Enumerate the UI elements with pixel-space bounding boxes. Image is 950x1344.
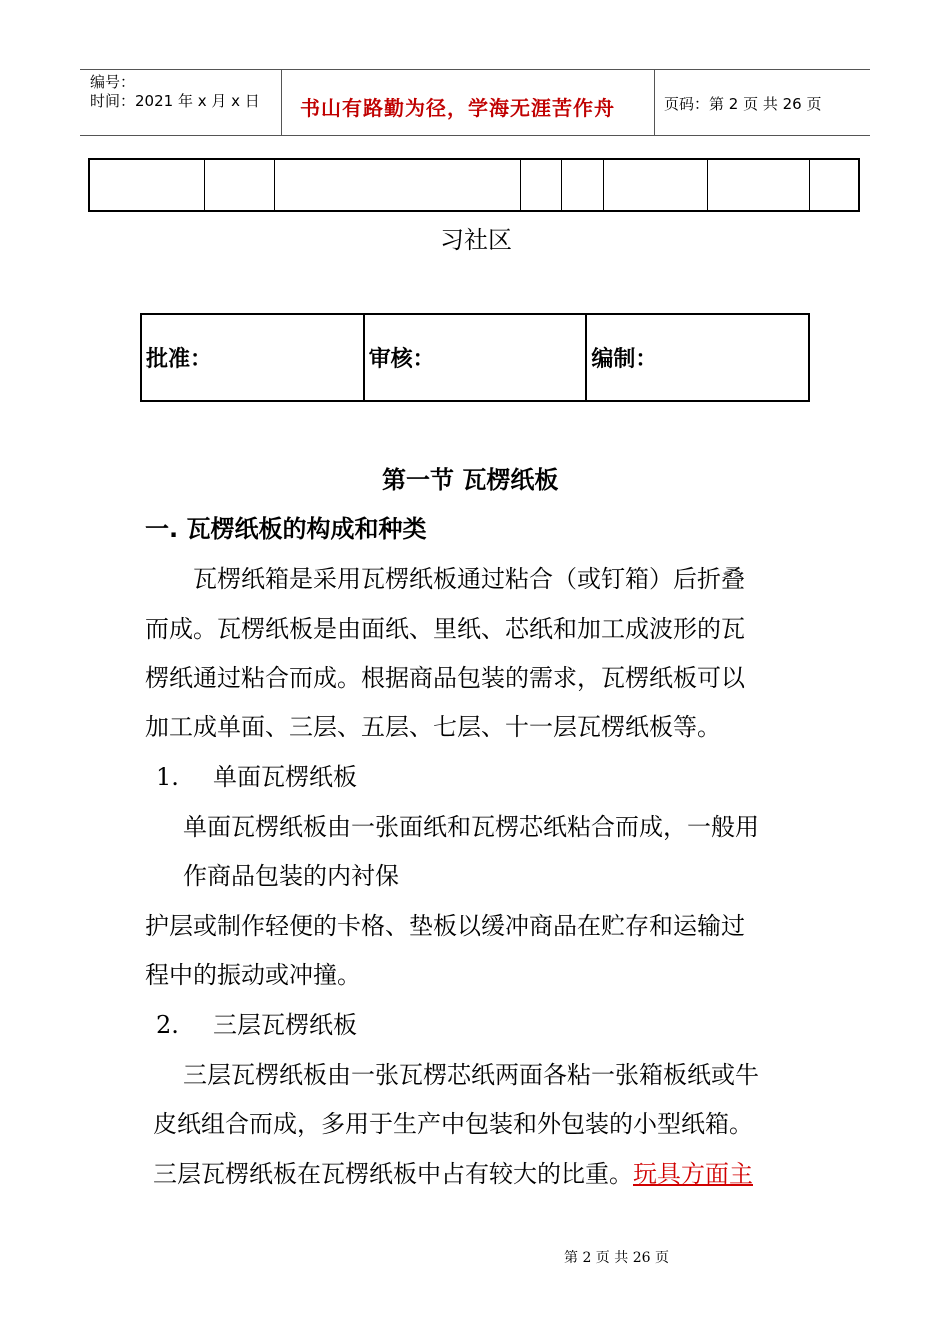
table-column-divider [561,160,562,210]
table-column-divider [603,160,604,210]
header-divider-right [654,69,655,136]
review-cell [365,315,588,400]
paragraph-line: 加工成单面、三层、五层、七层、十一层瓦楞纸板等。 [145,713,721,741]
list-title: 单面瓦楞纸板 [213,763,357,791]
table-column-divider [520,160,521,210]
section-title: 第一节 瓦楞纸板 [382,466,559,494]
header-bottom-rule [80,135,870,136]
empty-table [88,158,860,212]
table-column-divider [809,160,810,210]
header-page-label: 页码：第 2 页 共 26 页 [664,95,822,113]
community-text: 习社区 [440,226,512,254]
doc-number-label: 编号： [90,73,136,91]
approve-cell [142,315,365,400]
header-divider-left [281,69,282,136]
review-label: 审核： [368,347,435,372]
inline-link[interactable]: 玩具方面主 [633,1160,753,1188]
paragraph-line: 护层或制作轻便的卡格、垫板以缓冲商品在贮存和运输过 [145,912,745,940]
paragraph-text: 三层瓦楞纸板在瓦楞纸板中占有较大的比重。 [153,1160,633,1188]
paragraph-line: 作商品包装的内衬保 [183,862,399,890]
paragraph-line: 单面瓦楞纸板由一张面纸和瓦楞芯纸粘合而成，一般用 [183,813,759,841]
approve-label: 批准： [146,347,213,372]
doc-date-label: 时间：2021 年 x 月 x 日 [90,92,260,110]
paragraph-line: 皮纸组合而成，多用于生产中包装和外包装的小型纸箱。 [153,1110,753,1138]
table-column-divider [274,160,275,210]
heading-1: 一. 瓦楞纸板的构成和种类 [145,515,427,543]
list-number: 1. [156,763,179,791]
paragraph-line: 楞纸通过粘合而成。根据商品包装的需求，瓦楞纸板可以 [145,664,745,692]
paragraph-line: 瓦楞纸箱是采用瓦楞纸板通过粘合（或钉箱）后折叠 [193,565,745,593]
signoff-table [140,313,810,402]
paragraph-line [153,1158,753,1190]
paragraph-line: 三层瓦楞纸板由一张瓦楞芯纸两面各粘一张箱板纸或牛 [183,1061,759,1089]
table-column-divider [204,160,205,210]
paragraph-line: 而成。瓦楞纸板是由面纸、里纸、芯纸和加工成波形的瓦 [145,615,745,643]
compile-cell [587,315,808,400]
list-title: 三层瓦楞纸板 [213,1011,357,1039]
header-top-rule [80,69,870,70]
compile-label: 编制： [591,347,658,372]
page-footer: 第 2 页 共 26 页 [564,1250,669,1266]
paragraph-line: 程中的振动或冲撞。 [145,961,361,989]
table-column-divider [707,160,708,210]
header-motto: 书山有路勤为径，学海无涯苦作舟 [300,96,615,120]
list-number: 2. [156,1011,179,1039]
